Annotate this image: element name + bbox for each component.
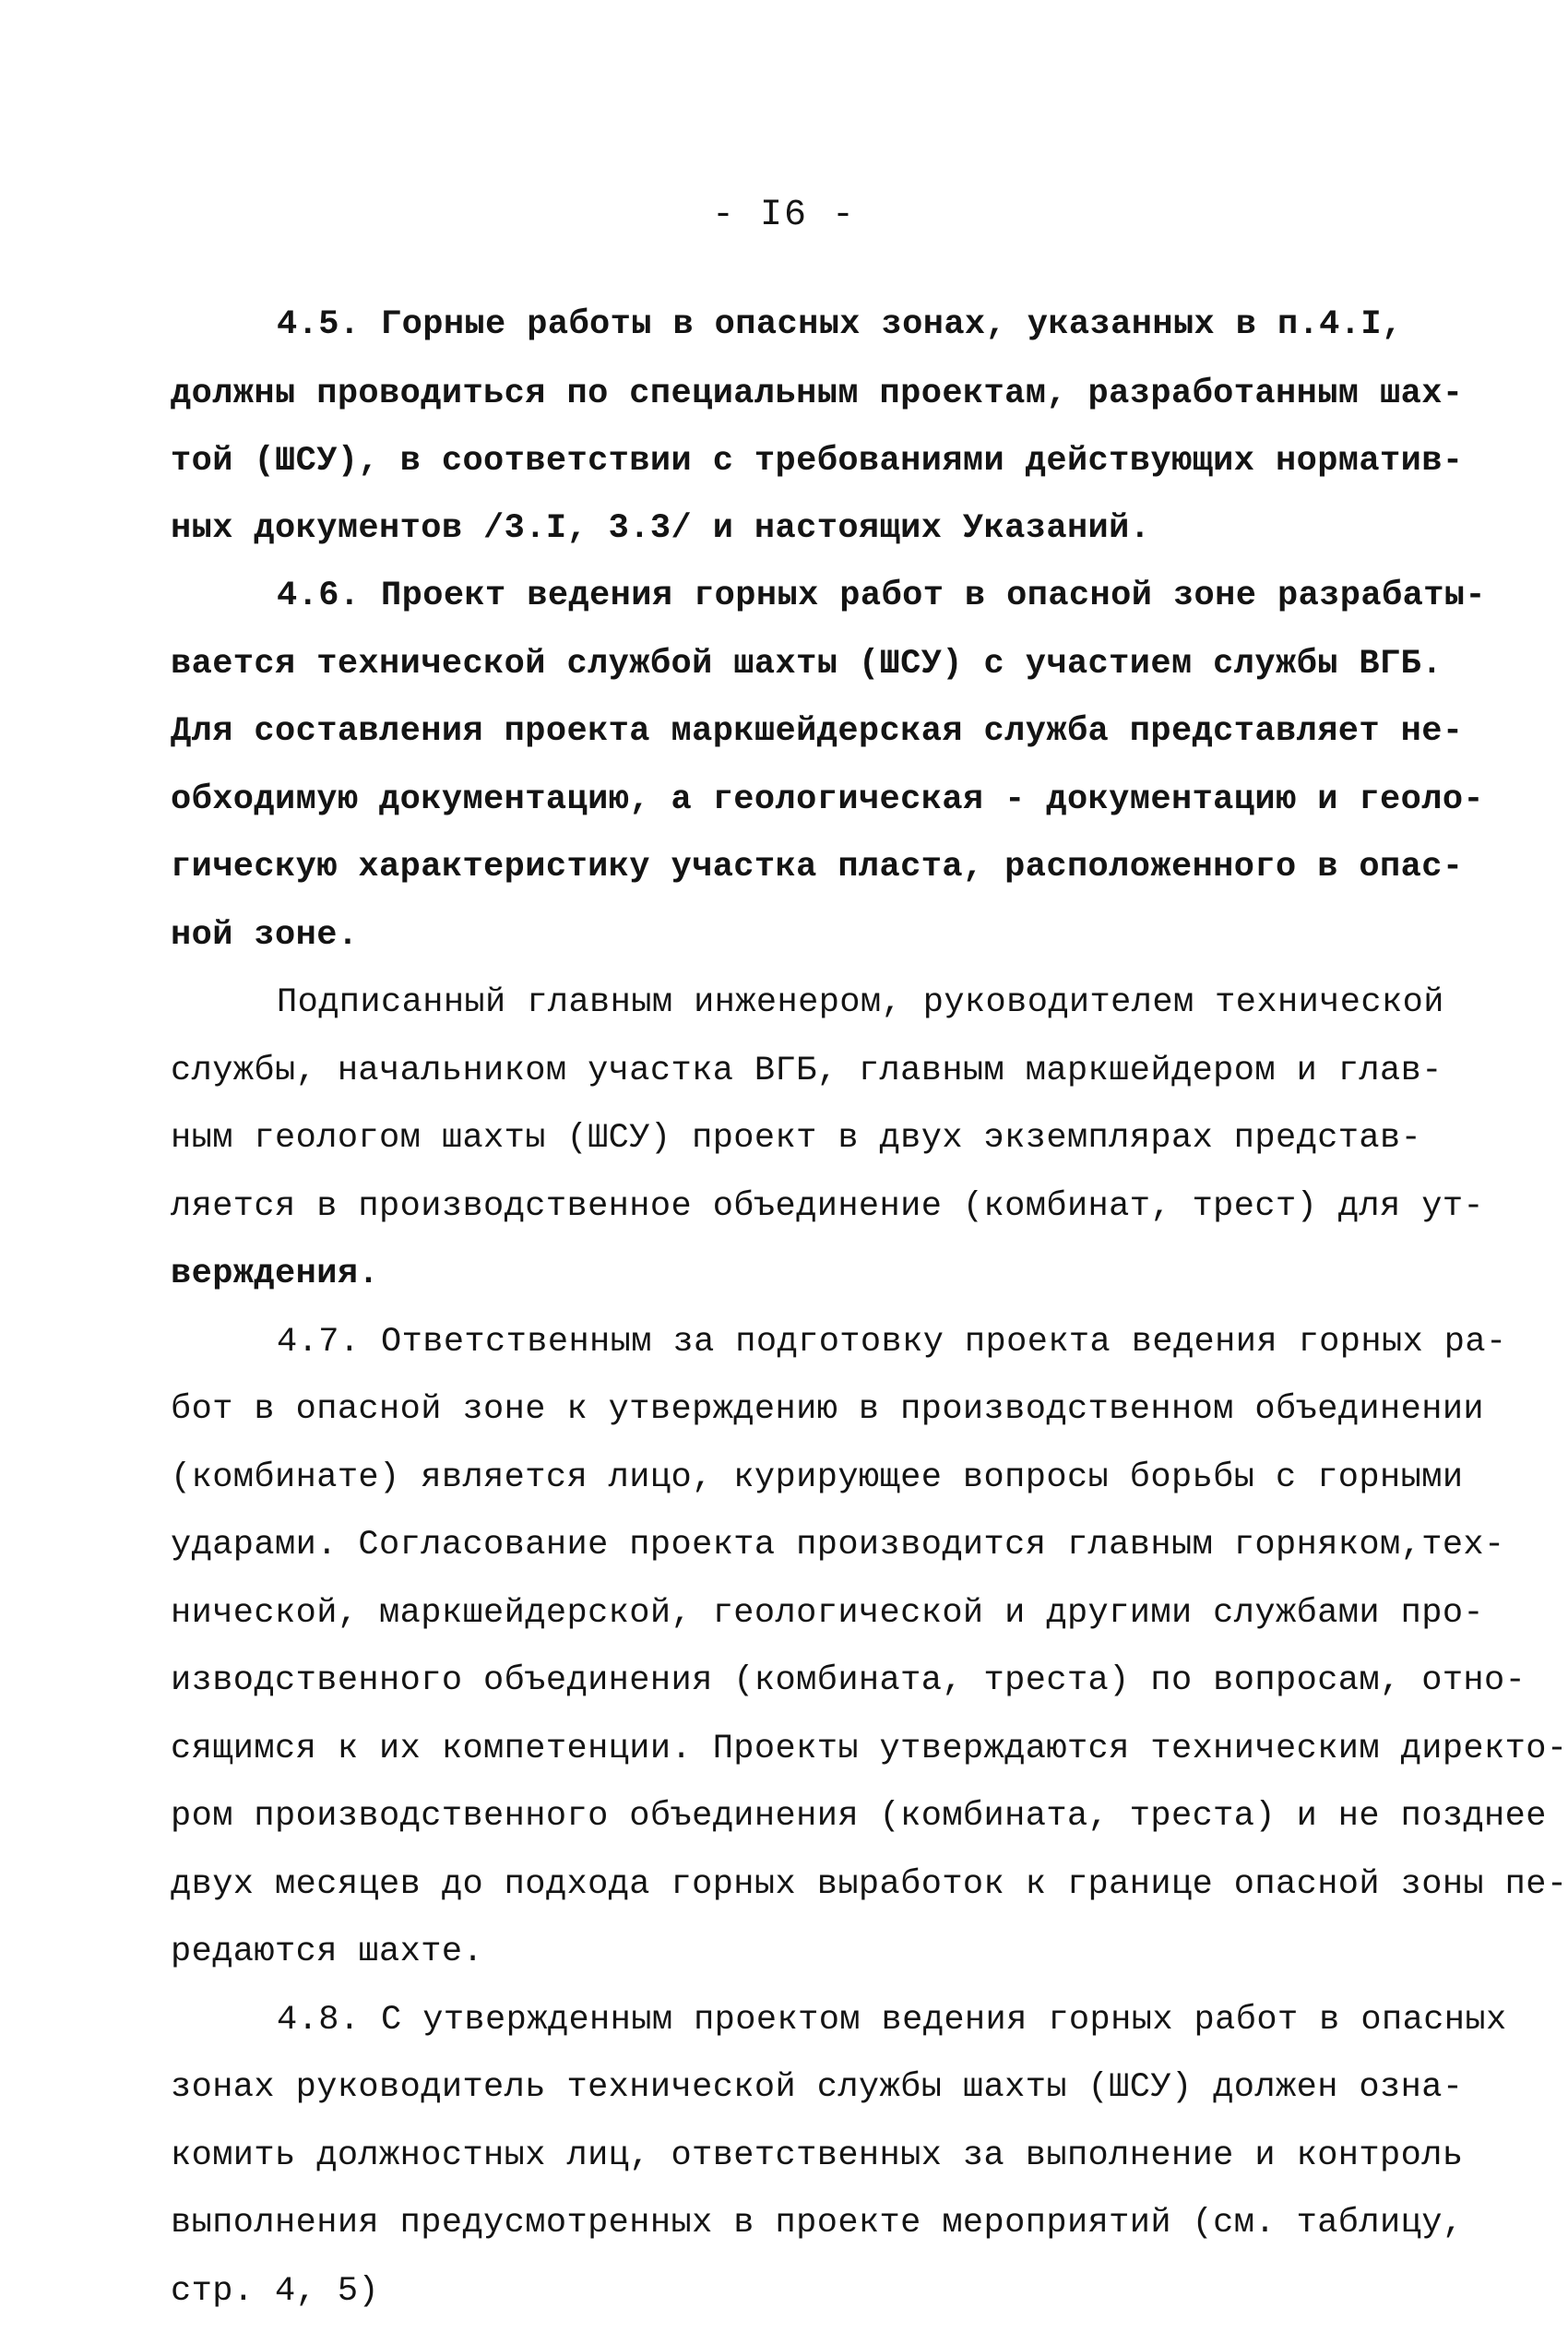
text-line: сящимся к их компетенции. Проекты утверждаются техническим директо- [171,1730,1568,1768]
text-line: двух месяцев до подхода горных выработок к границе опасной зоны пе- [171,1865,1568,1904]
text-line: службы, начальником участка ВГБ, главным маркшейдером и глав- [171,1052,1443,1090]
text-line: ной зоне. [171,916,359,955]
text-line: бот в опасной зоне к утверждению в производственном объединении [171,1390,1485,1429]
text-line: ных документов /3.I, 3.3/ и настоящих Указаний. [171,509,1151,548]
text-line: Подписанный главным инженером, руководителем технической [277,983,1444,1022]
text-line: комить должностных лиц, ответственных за выполнение и контроль [171,2136,1464,2175]
text-line: гическую характеристику участка пласта, расположенного в опас- [171,848,1464,886]
text-line: 4.8. С утвержденным проектом ведения горных работ в опасных [277,2001,1507,2040]
text-line: той (ШСУ), в соответствии с требованиями действующих норматив- [171,442,1464,481]
text-line: редаются шахте. [171,1933,484,1971]
text-line: выполнения предусмотренных в проекте мероприятий (см. таблицу, [171,2204,1464,2243]
text-line: ударами. Согласование проекта производится главным горняком,тех- [171,1526,1505,1565]
text-line: изводственного объединения (комбината, треста) по вопросам, отно- [171,1661,1526,1700]
text-line: нической, маркшейдерской, геологической и другими службами про- [171,1594,1485,1633]
text-line: 4.6. Проект ведения горных работ в опасной зоне разрабаты- [277,577,1487,615]
text-line: должны проводиться по специальным проектам, разработанным шах- [171,375,1464,413]
text-line: ром производственного объединения (комбината, треста) и не позднее [171,1797,1547,1836]
text-line: зонах руководитель технической службы шахты (ШСУ) должен озна- [171,2068,1464,2107]
text-line: 4.7. Ответственным за подготовку проекта ведения горных ра- [277,1323,1507,1362]
text-line: Для составления проекта маркшейдерская служба представляет не- [171,712,1464,751]
text-line: ляется в производственное объединение (комбинат, трест) для ут- [171,1187,1485,1226]
text-line: ным геологом шахты (ШСУ) проект в двух экземплярах представ- [171,1119,1422,1158]
page-number: - I6 - [711,195,857,236]
text-line: верждения. [171,1255,380,1293]
text-line: 4.5. Горные работы в опасных зонах, указанных в п.4.I, [277,305,1403,344]
text-line: вается технической службой шахты (ШСУ) с участием службы ВГБ. [171,645,1443,684]
text-line: обходимую документацию, а геологическая - документацию и геоло- [171,780,1485,819]
text-line: (комбинате) является лицо, курирующее вопросы борьбы с горными [171,1458,1464,1497]
text-line: стр. 4, 5) [171,2272,380,2311]
